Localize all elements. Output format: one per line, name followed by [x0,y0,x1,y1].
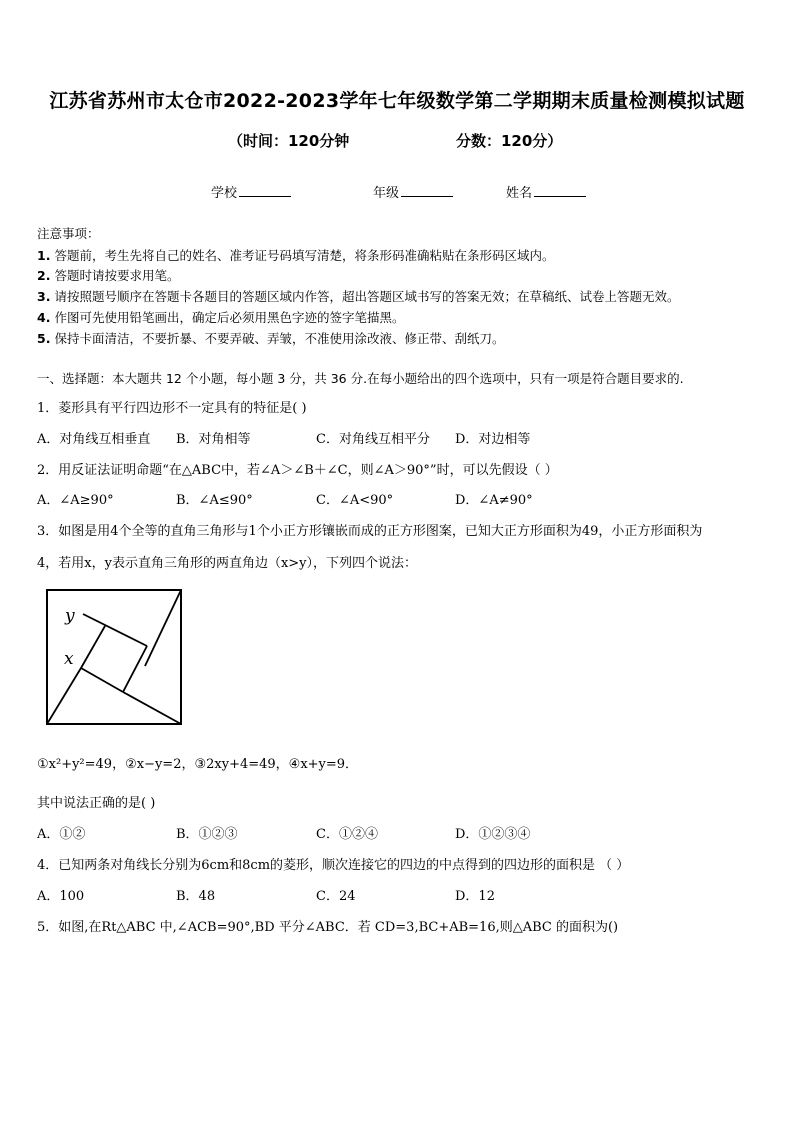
inner-square-edge-right [123,646,147,692]
triangle-leg-3 [123,692,181,724]
q3-statements: ①x²+y²=49，②x−y=2，③2xy+4=49，④x+y=9． [37,757,359,772]
q5-stem: 5．如图,在Rt△ABC 中,∠ACB=90°,BD 平分∠ABC．若 CD=3,BC+AB=16,则△ABC 的面积为() [37,920,619,935]
figure-label-y: y [65,606,75,626]
q2-option-b: B．∠A≤90° [176,493,253,508]
exam-score: 分数：120分） [456,132,563,150]
figure-label-x: x [64,649,74,669]
q3-option-d: D．①②③④ [455,827,531,842]
notice-num: 1. [37,248,51,263]
q1-option-c: C．对角线互相平分 [316,432,430,447]
name-blank [534,184,586,197]
notice-text: 作图可先使用铅笔画出，确定后必须用黑色字迹的签字笔描黑。 [54,310,405,325]
section-heading: 一、选择题：本大题共 12 个小题，每小题 3 分，共 36 分.在每小题给出的四个选项中，只有一项是符合题目要求的. [37,371,684,386]
notice-item [37,246,554,264]
notice-heading: 注意事项： [37,226,100,241]
q2-stem: 2．用反证法证明命题“在△ABC中，若∠A＞∠B＋∠C，则∠A＞90°”时，可以先假设（ ） [37,463,558,478]
q4-stem: 4．已知两条对角线长分别为6cm和8cm的菱形，顺次连接它的四边的中点得到的四边形的面积是 （ ） [37,858,630,873]
q2-option-a: A．∠A≥90° [37,493,114,508]
school-field [211,182,291,201]
triangle-leg-1 [145,590,181,666]
school-label: 学校 [211,186,238,201]
notice-text: 请按照题号顺序在答题卡各题目的答题区域内作答，超出答题区域书写的答案无效；在草稿纸、试卷上答题无效。 [54,289,680,304]
q1-stem: 1．菱形具有平行四边形不一定具有的特征是( ) [37,401,307,416]
q1-option-d: D．对边相等 [455,432,531,447]
triangle-leg-4 [47,668,81,724]
exam-time: （时间：120分钟 [228,132,350,150]
grade-label: 年级 [373,186,400,201]
q3-pinwheel-figure [45,588,185,728]
q4-option-d: D．12 [455,889,495,904]
notice-item [37,287,679,305]
notice-item [37,266,179,284]
q3-ask: 其中说法正确的是( ) [37,796,156,811]
name-label: 姓名 [506,186,533,201]
inner-square-edge-left [81,626,105,668]
q1-option-b: B．对角相等 [176,432,251,447]
triangle-leg-2 [83,614,147,646]
notice-text: 答题时请按要求用笔。 [54,268,180,283]
q2-option-c: C．∠A<90° [316,493,394,508]
q3-option-b: B．①②③ [176,827,238,842]
q3-option-c: C．①②④ [316,827,378,842]
q4-option-b: B．48 [176,889,216,904]
q4-option-a: A．100 [37,889,85,904]
notice-num: 4. [37,310,51,325]
name-field [506,182,586,201]
inner-square-edge-bottom [81,668,123,692]
notice-item [37,308,404,326]
exam-title: 江苏省苏州市太仓市2022-2023学年七年级数学第二学期期末质量检测模拟试题 [49,90,745,112]
grade-field [373,182,453,201]
notice-num: 2. [37,268,51,283]
q1-option-a: A．对角线互相垂直 [37,432,151,447]
notice-text: 保持卡面清洁，不要折暴、不要弄破、弄皱，不准使用涂改液、修正带、刮纸刀。 [54,331,505,346]
notice-text: 答题前，考生先将自己的姓名、准考证号码填写清楚，将条形码准确粘贴在条形码区域内。 [54,248,555,263]
notice-num: 3. [37,289,51,304]
notice-num: 5. [37,331,51,346]
q3-stem-line2: 4，若用x，y表示直角三角形的两直角边（x>y），下列四个说法： [37,556,418,571]
q3-option-a: A．①② [37,827,86,842]
q4-option-c: C．24 [316,889,356,904]
q2-option-d: D．∠A≠90° [455,493,533,508]
q3-stem-line1: 3．如图是用4个全等的直角三角形与1个小正方形镶嵌而成的正方形图案，已知大正方形面积为49，小正方形面积为 [37,524,703,539]
grade-blank [401,184,453,197]
school-blank [239,184,291,197]
notice-item [37,329,504,347]
